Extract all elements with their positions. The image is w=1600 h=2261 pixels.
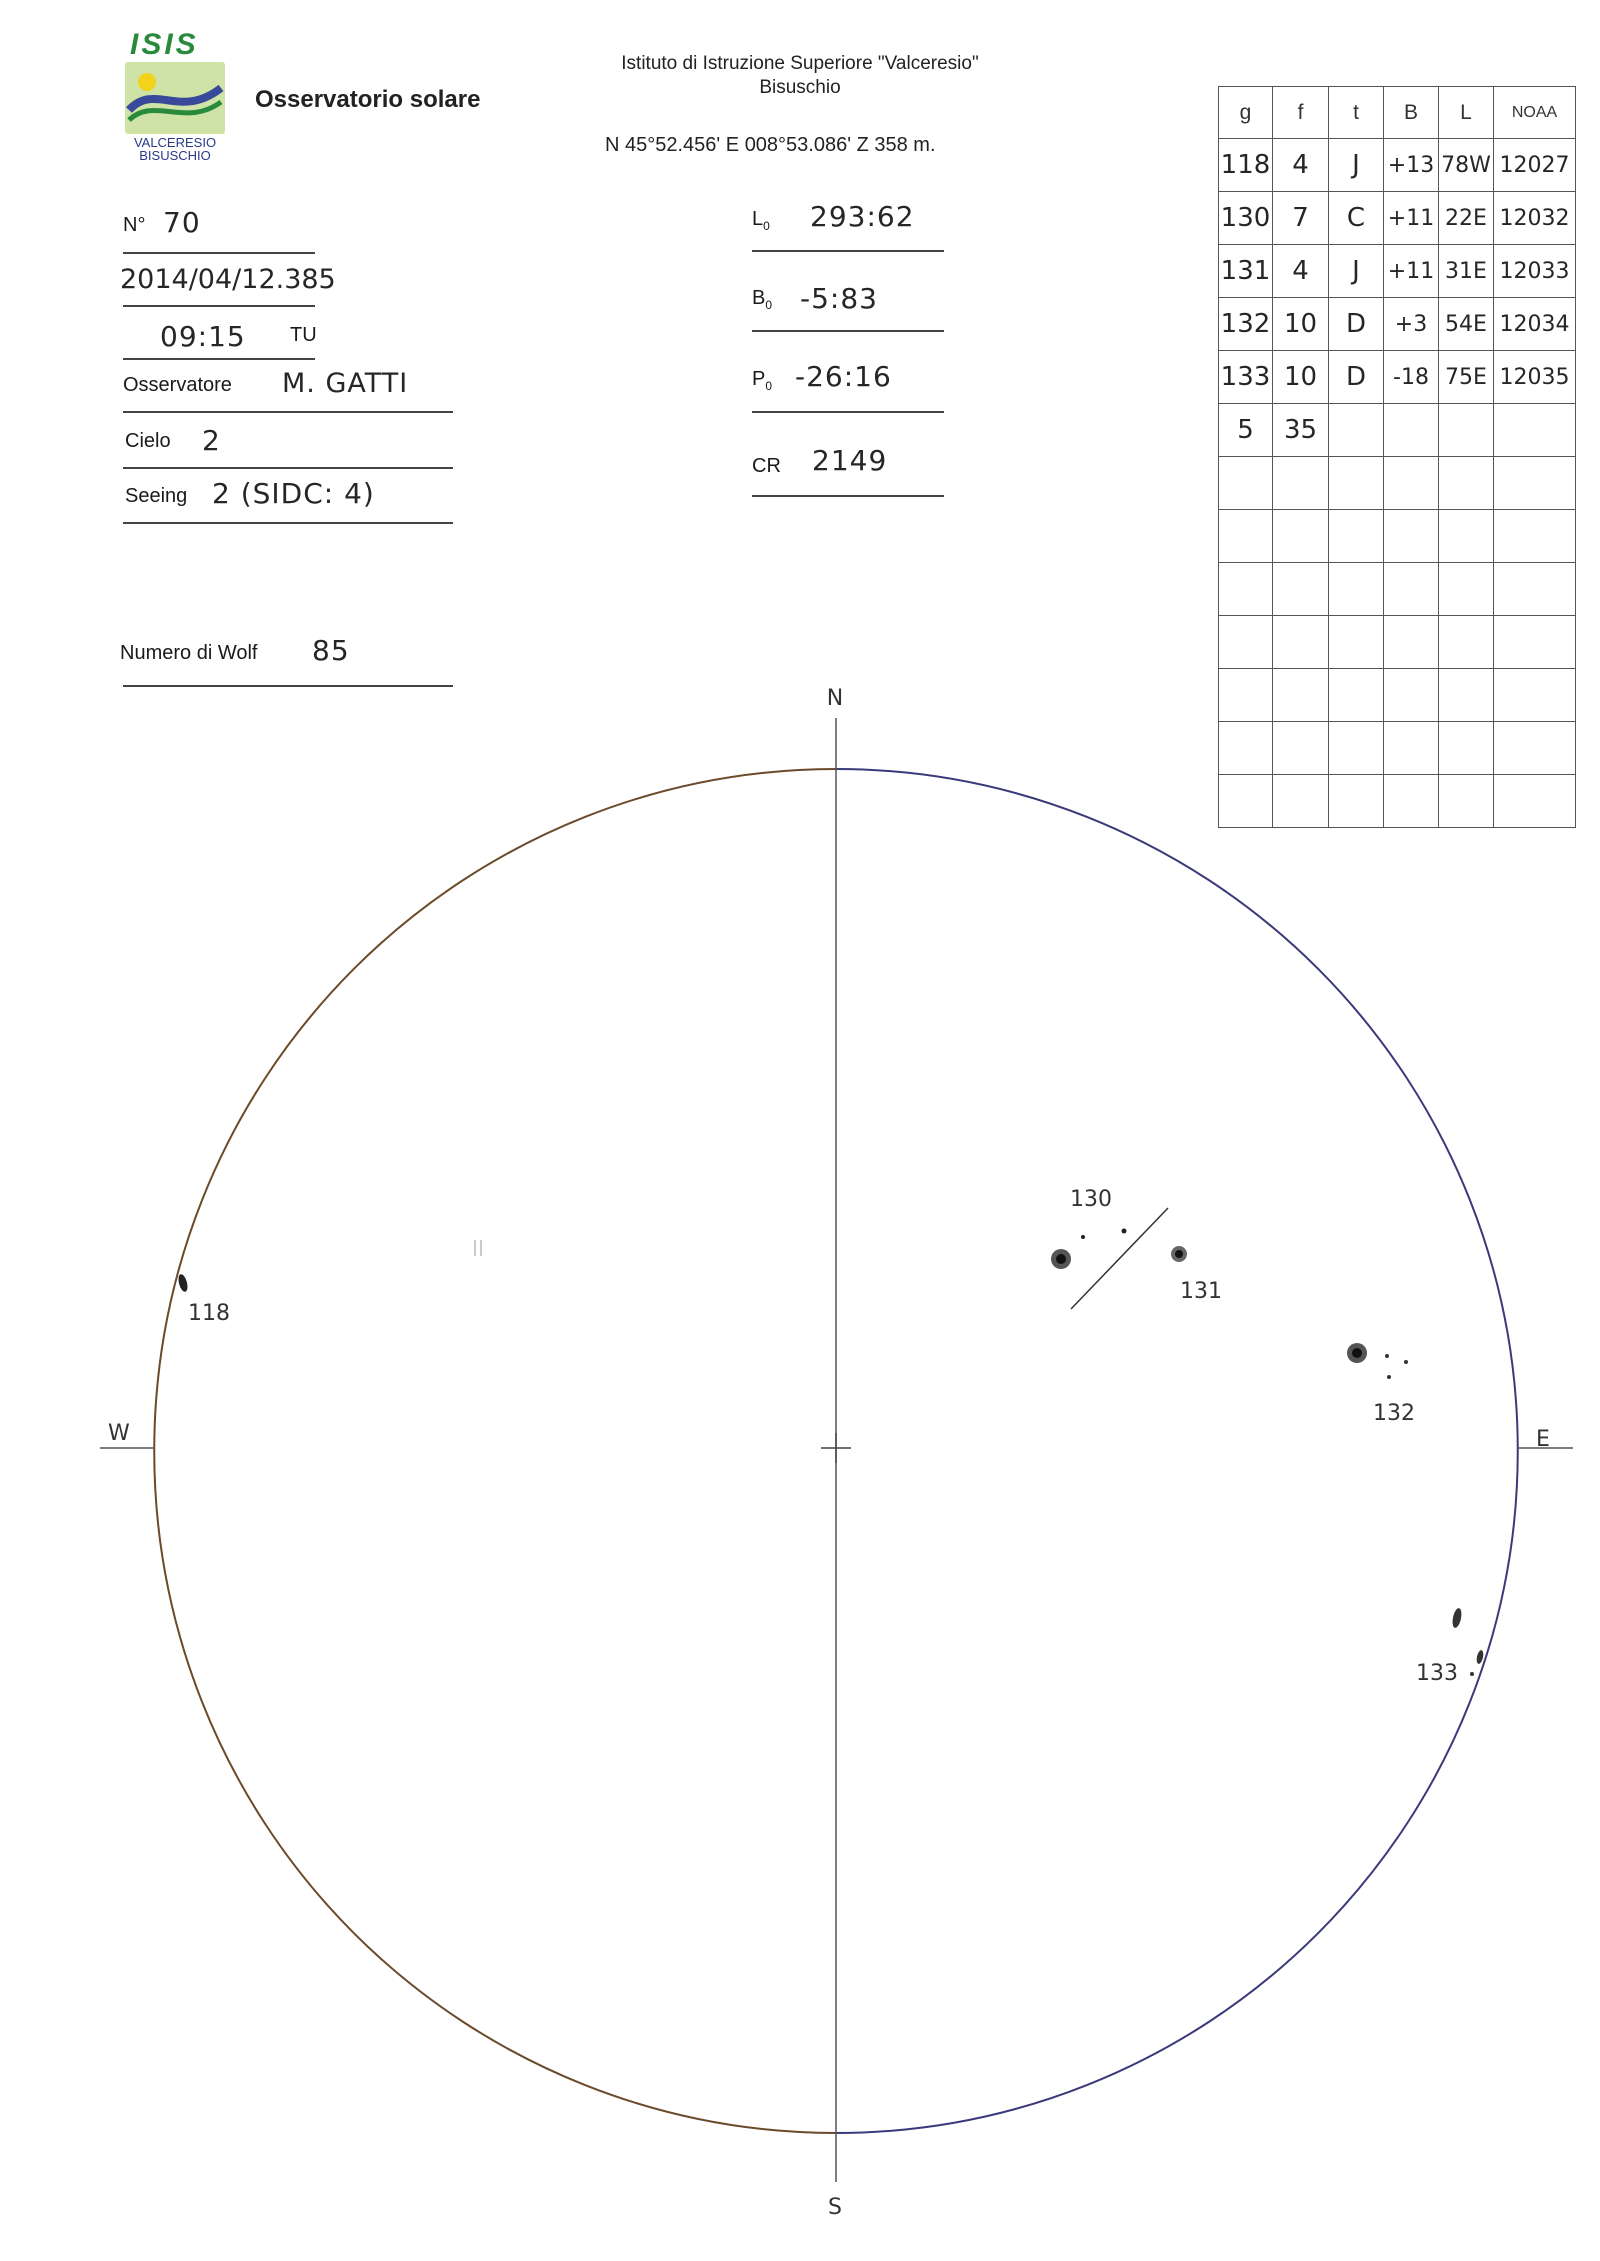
header-cell-g: g (1219, 87, 1273, 139)
table-cell-noaa: 12034 (1494, 298, 1576, 351)
sunspot-133-small (1470, 1672, 1474, 1676)
table-cell-g: 130 (1219, 192, 1273, 245)
table-cell-l: 31E (1439, 245, 1494, 298)
p0-label: $P_0$ (752, 368, 773, 393)
b0-label: $B_0$ (752, 287, 773, 312)
header-cell-f: f (1273, 87, 1329, 139)
disk-outline-west (154, 769, 836, 2133)
west-label: W (108, 1421, 130, 1446)
institute-line2: Bisuschio (759, 77, 841, 98)
group-label-130: 130 (1070, 1187, 1112, 1212)
cr-label: CR (752, 455, 781, 477)
table-cell-g: 131 (1219, 245, 1273, 298)
table-cell-l: 78W (1439, 139, 1494, 192)
table-cell-l: 22E (1439, 192, 1494, 245)
table-cell-t: C (1329, 192, 1384, 245)
north-label: N (826, 686, 844, 711)
logo-text: ISIS (130, 28, 199, 61)
logo-subtitle-line2: BISUSCHIO (139, 148, 211, 163)
sunspot-131-umbra (1175, 1250, 1183, 1258)
p0-value: -26:16 (795, 360, 892, 393)
logo-subtitle-line1: VALCERESIO (133, 135, 217, 150)
table-cell-noaa: 12033 (1494, 245, 1576, 298)
east-label: E (1536, 1427, 1550, 1452)
date-value: 2014/04/12.385 (120, 264, 336, 295)
table-cell-b: +11 (1384, 245, 1439, 298)
table-cell-t: J (1329, 245, 1384, 298)
sky-label: Cielo (125, 430, 171, 452)
disk-outline-east (836, 769, 1518, 2133)
sunspot-118 (177, 1273, 189, 1292)
table-cell-g: 5 (1219, 404, 1273, 457)
institute-line1: Istituto di Istruzione Superiore "Valceresio" (621, 53, 979, 74)
sunspot-133-b (1476, 1650, 1485, 1665)
sky-value: 2 (202, 424, 221, 457)
observatory-coordinates: N 45°52.456' E 008°53.086' Z 358 m. (605, 134, 936, 156)
sunspot-133-a (1451, 1607, 1463, 1628)
header-cell-t: t (1329, 87, 1384, 139)
header-cell-l: L (1439, 87, 1494, 139)
table-cell-f: 4 (1273, 245, 1329, 298)
sunspot-130-small-2 (1122, 1229, 1127, 1234)
number-label: N° (123, 214, 146, 236)
table-cell-t: D (1329, 351, 1384, 404)
table-cell-t: D (1329, 298, 1384, 351)
time-unit: TU (290, 324, 317, 346)
table-cell-noaa: 12032 (1494, 192, 1576, 245)
l0-label: $L_0$ (752, 208, 770, 233)
sunspot-130-small-1 (1081, 1235, 1085, 1239)
table-cell-f: 10 (1273, 298, 1329, 351)
table-cell-f: 35 (1273, 404, 1329, 457)
table-cell-b: +3 (1384, 298, 1439, 351)
group-label-131: 131 (1180, 1279, 1222, 1304)
number-value: 70 (163, 206, 201, 239)
time-value: 09:15 (160, 320, 246, 353)
observer-value: M. GATTI (282, 368, 409, 399)
header-cell-noaa: NOAA (1494, 87, 1576, 139)
header-cell-b: B (1384, 87, 1439, 139)
l0-value: 293:62 (810, 200, 915, 233)
group-label-133: 133 (1416, 1661, 1458, 1686)
table-cell-noaa: 12035 (1494, 351, 1576, 404)
group-label-132: 132 (1373, 1401, 1415, 1426)
observer-label: Osservatore (123, 374, 232, 396)
table-cell-b: +13 (1384, 139, 1439, 192)
group-label-118: 118 (188, 1301, 230, 1326)
table-cell-f: 7 (1273, 192, 1329, 245)
south-label: S (828, 2195, 842, 2220)
table-cell-noaa: 12027 (1494, 139, 1576, 192)
wolf-number-value: 85 (312, 634, 350, 667)
table-cell-f: 10 (1273, 351, 1329, 404)
table-cell-b: -18 (1384, 351, 1439, 404)
sunspot-132-small-3 (1404, 1360, 1408, 1364)
table-cell-f: 4 (1273, 139, 1329, 192)
table-cell-t: J (1329, 139, 1384, 192)
table-cell-l: 54E (1439, 298, 1494, 351)
table-cell-g: 118 (1219, 139, 1273, 192)
b0-value: -5:83 (800, 282, 878, 315)
wolf-number-label: Numero di Wolf (120, 642, 258, 664)
table-cell-l: 75E (1439, 351, 1494, 404)
table-cell-g: 133 (1219, 351, 1273, 404)
cr-value: 2149 (812, 444, 888, 477)
seeing-value: 2 (SIDC: 4) (212, 477, 375, 510)
sunspot-132-umbra (1352, 1348, 1362, 1358)
table-cell-b: +11 (1384, 192, 1439, 245)
group-separator-line (1071, 1208, 1168, 1309)
sunspot-130-umbra (1056, 1254, 1066, 1264)
seeing-label: Seeing (125, 485, 188, 507)
table-cell-g: 132 (1219, 298, 1273, 351)
site-name: Osservatorio solare (255, 86, 481, 113)
sunspot-132-small-2 (1387, 1375, 1391, 1379)
sunspot-132-small-1 (1385, 1354, 1389, 1358)
